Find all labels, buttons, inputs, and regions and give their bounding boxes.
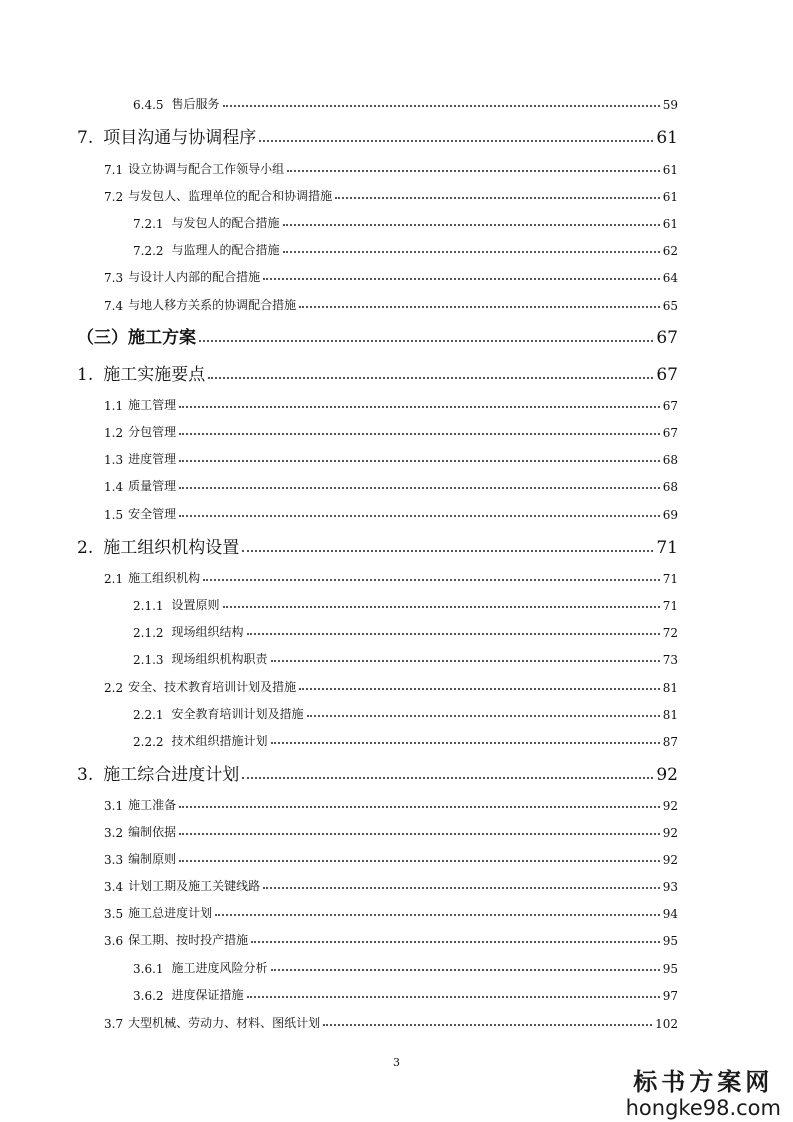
watermark-name: 标书方案网 <box>633 1068 774 1096</box>
toc-dot-leader <box>271 742 660 744</box>
toc-dot-leader <box>307 715 660 717</box>
toc-entry <box>133 241 678 258</box>
toc-dot-leader <box>215 914 660 916</box>
toc-entry-page: 61 <box>656 128 678 148</box>
toc-dot-leader <box>251 941 660 943</box>
toc-entry-number: 7.2.2 <box>133 244 164 258</box>
toc-entry-title: 施工组织机构 <box>128 571 201 585</box>
toc-entry-number: 3.3 <box>104 853 124 867</box>
toc-entry-title: 编制依据 <box>128 825 177 839</box>
toc-entry-page: 69 <box>662 508 678 522</box>
toc-entry <box>104 904 678 921</box>
toc-entry-number: 3.6 <box>104 934 124 948</box>
toc-entry-title: 编制原则 <box>128 852 177 866</box>
toc-entry-number: 7.1 <box>104 163 124 177</box>
toc-entry <box>104 931 678 948</box>
toc-entry <box>104 477 678 494</box>
toc-entry-title: 项目沟通与协调程序 <box>103 128 257 148</box>
toc-entry-title: 售后服务 <box>171 97 220 111</box>
toc-entry-title: （三）施工方案 <box>77 328 196 348</box>
toc-entry-number: 2.1.3 <box>133 653 164 667</box>
toc-entry <box>104 160 678 177</box>
toc-entry-page: 95 <box>662 934 678 948</box>
toc-entry-number: 6.4.5 <box>133 98 164 112</box>
toc-entry-number: 2.1 <box>104 572 124 586</box>
toc-entry <box>77 323 678 348</box>
toc-entry-page: 59 <box>662 98 678 112</box>
toc-entry <box>133 705 678 722</box>
toc-entry-number: 3.6.1 <box>133 962 164 976</box>
toc-entry-page: 71 <box>656 538 678 558</box>
toc-entry-number: 7.2 <box>104 190 124 204</box>
toc-entry-number: 2.2 <box>104 681 124 695</box>
toc-entry <box>104 268 678 285</box>
toc-entry <box>104 505 678 522</box>
toc-entry-title: 安全管理 <box>128 507 177 521</box>
toc-entry-page: 81 <box>662 708 678 722</box>
toc-entry-number: 1.3 <box>104 453 124 467</box>
toc-entry <box>104 396 678 413</box>
toc-entry-title: 进度保证措施 <box>171 988 244 1002</box>
toc-entry-page: 92 <box>662 826 678 840</box>
toc-entry-page: 87 <box>662 735 678 749</box>
toc-dot-leader <box>287 170 660 172</box>
toc-entry <box>133 214 678 231</box>
toc-entry-title: 施工进度风险分析 <box>171 961 268 975</box>
toc-entry-page: 92 <box>656 765 678 785</box>
toc-entry-title: 分包管理 <box>128 425 177 439</box>
toc-entry-number: 7. <box>77 128 94 148</box>
toc-entry-number: 3.5 <box>104 907 124 921</box>
toc-dot-leader <box>263 887 660 889</box>
toc-entry-page: 61 <box>662 217 678 231</box>
toc-entry-number: 2.1.2 <box>133 626 164 640</box>
toc-entry <box>133 650 678 667</box>
toc-entry <box>133 959 678 976</box>
toc-entry-title: 与地人移方关系的协调配合措施 <box>128 298 297 312</box>
toc-entry-page: 81 <box>662 681 678 695</box>
toc-entry <box>133 95 678 112</box>
toc-entry-title: 安全、技术教育培训计划及措施 <box>128 680 297 694</box>
toc-dot-leader <box>323 1024 652 1026</box>
toc-entry <box>133 623 678 640</box>
toc-entry <box>133 986 678 1003</box>
toc-entry-title: 与设计人内部的配合措施 <box>128 270 261 284</box>
toc-entry-number: 2.1.1 <box>133 599 164 613</box>
toc-entry-title: 保工期、按时投产措施 <box>128 933 249 947</box>
toc-entry-number: 3.6.2 <box>133 989 164 1003</box>
toc-entry-title: 与监理人的配合措施 <box>171 243 280 257</box>
toc-dot-leader <box>208 377 653 379</box>
toc-entry-title: 与发包人的配合措施 <box>171 216 280 230</box>
toc-entry <box>104 1014 678 1031</box>
toc-dot-leader <box>283 224 660 226</box>
toc-entry <box>104 850 678 867</box>
toc-entry-number: 7.2.1 <box>133 217 164 231</box>
toc-entry-page: 61 <box>662 163 678 177</box>
toc-dot-leader <box>179 406 660 408</box>
toc-entry-number: 3. <box>77 765 94 785</box>
toc-dot-leader <box>299 688 660 690</box>
toc-entry <box>104 823 678 840</box>
toc-dot-leader <box>199 340 653 342</box>
toc-entry-page: 71 <box>662 572 678 586</box>
toc-entry <box>104 796 678 813</box>
toc-entry-number: 3.1 <box>104 799 124 813</box>
toc-entry <box>77 360 678 385</box>
toc-dot-leader <box>271 969 660 971</box>
toc-entry-number: 1. <box>77 365 94 385</box>
toc-entry-page: 95 <box>662 962 678 976</box>
toc-dot-leader <box>263 278 660 280</box>
toc-entry-page: 67 <box>656 365 678 385</box>
toc-dot-leader <box>242 550 653 552</box>
toc-entry-title: 现场组织结构 <box>171 625 244 639</box>
toc-entry-title: 与发包人、监理单位的配合和协调措施 <box>128 189 333 203</box>
toc-entry <box>104 423 678 440</box>
watermark-logo <box>626 1068 781 1120</box>
toc-dot-leader <box>259 140 653 142</box>
toc-entry-number: 3.2 <box>104 826 124 840</box>
toc-dot-leader <box>247 996 660 998</box>
toc-entry-title: 施工准备 <box>128 798 177 812</box>
toc-dot-leader <box>283 251 660 253</box>
toc-dot-leader <box>247 633 660 635</box>
toc-entry-number: 3.7 <box>104 1017 124 1031</box>
toc-entry-number: 2.2.1 <box>133 708 164 722</box>
toc-entry-page: 67 <box>656 328 678 348</box>
toc-entry-page: 67 <box>662 399 678 413</box>
toc-entry-number: 1.1 <box>104 399 124 413</box>
toc-entry-number: 1.5 <box>104 508 124 522</box>
toc-entry-number: 3.4 <box>104 880 124 894</box>
toc-entry-title: 技术组织措施计划 <box>171 734 268 748</box>
toc-entry-number: 7.3 <box>104 271 124 285</box>
toc-entry-title: 施工管理 <box>128 398 177 412</box>
toc-entry <box>104 569 678 586</box>
toc-dot-leader <box>335 197 660 199</box>
toc-entry-title: 现场组织机构职责 <box>171 652 268 666</box>
toc-dot-leader <box>179 487 660 489</box>
toc-entry-page: 68 <box>662 480 678 494</box>
page-number: 3 <box>393 1056 400 1069</box>
toc-entry-title: 设立协调与配合工作领导小组 <box>128 162 285 176</box>
toc-entry-page: 67 <box>662 426 678 440</box>
toc-entry-number: 2.2.2 <box>133 735 164 749</box>
toc-entry-title: 进度管理 <box>128 452 177 466</box>
toc-entry-title: 施工总进度计划 <box>128 906 213 920</box>
toc-entry-page: 94 <box>662 907 678 921</box>
toc-dot-leader <box>271 660 660 662</box>
toc-entry-number: 2. <box>77 538 94 558</box>
toc-entry <box>104 187 678 204</box>
toc-dot-leader <box>179 806 660 808</box>
toc-dot-leader <box>179 833 660 835</box>
toc-entry-title: 质量管理 <box>128 479 177 493</box>
toc-entry <box>104 450 678 467</box>
toc-entry-page: 97 <box>662 989 678 1003</box>
toc-entry <box>104 877 678 894</box>
toc-dot-leader <box>179 433 660 435</box>
toc-entry-title: 施工综合进度计划 <box>103 765 240 785</box>
toc-entry-page: 68 <box>662 453 678 467</box>
toc-entry-page: 71 <box>662 599 678 613</box>
toc-entry <box>104 678 678 695</box>
watermark-url: hongke98.com <box>625 1096 781 1120</box>
toc-entry-title: 设置原则 <box>171 598 220 612</box>
toc-entry <box>104 296 678 313</box>
toc-entry <box>133 732 678 749</box>
toc-entry-page: 65 <box>662 299 678 313</box>
toc-entry-page: 102 <box>655 1017 678 1031</box>
toc-dot-leader <box>203 579 660 581</box>
toc-entry <box>77 533 678 558</box>
toc-entry-number: 1.2 <box>104 426 124 440</box>
toc-entry-number: 7.4 <box>104 299 124 313</box>
toc-entry-page: 92 <box>662 799 678 813</box>
toc-entry-title: 计划工期及施工关键线路 <box>128 879 261 893</box>
toc-entry-title: 施工组织机构设置 <box>103 538 240 558</box>
toc-dot-leader <box>179 860 660 862</box>
toc-entry <box>77 760 678 785</box>
toc-entry-number: 1.4 <box>104 480 124 494</box>
toc-entry <box>77 123 678 148</box>
toc-entry-page: 92 <box>662 853 678 867</box>
toc-dot-leader <box>179 460 660 462</box>
toc-entry-page: 93 <box>662 880 678 894</box>
toc-entry-page: 72 <box>662 626 678 640</box>
toc-entry-title: 大型机械、劳动力、材料、图纸计划 <box>128 1016 321 1030</box>
toc-entry-page: 61 <box>662 190 678 204</box>
toc-entry-page: 62 <box>662 244 678 258</box>
toc-entry-page: 73 <box>662 653 678 667</box>
toc-entry-title: 施工实施要点 <box>103 365 206 385</box>
toc-dot-leader <box>223 606 660 608</box>
toc-dot-leader <box>299 306 660 308</box>
toc-entry-title: 安全教育培训计划及措施 <box>171 707 304 721</box>
toc-dot-leader <box>223 105 660 107</box>
toc-dot-leader <box>179 515 660 517</box>
toc-dot-leader <box>242 777 653 779</box>
toc-entry-page: 64 <box>662 271 678 285</box>
toc-entry <box>133 596 678 613</box>
